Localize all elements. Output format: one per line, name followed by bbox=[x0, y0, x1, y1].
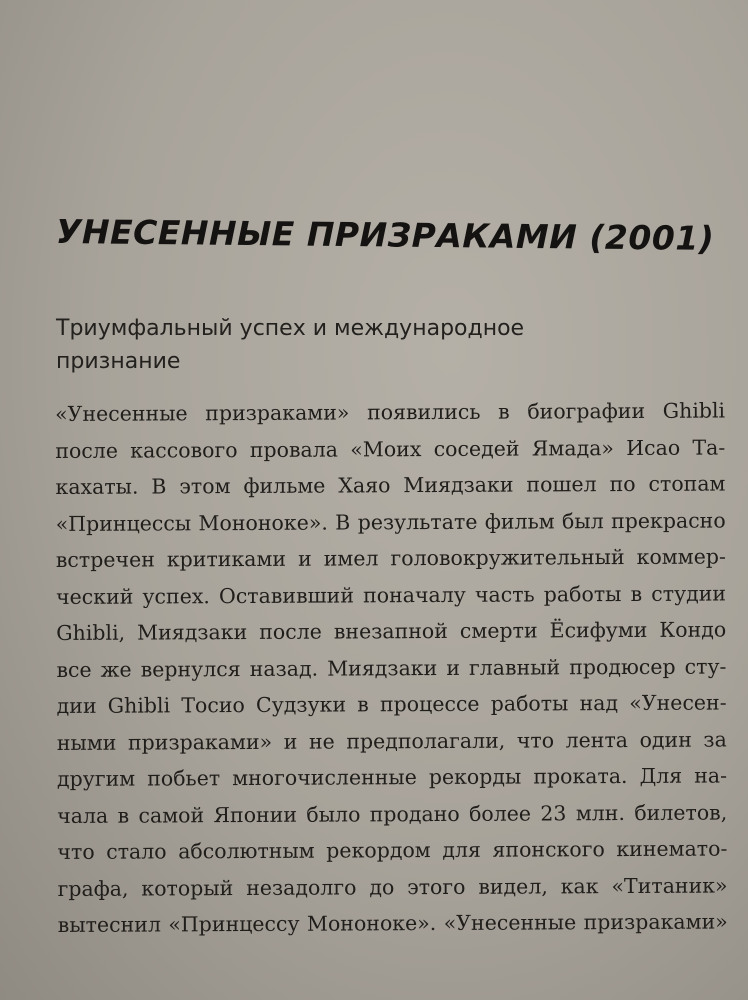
body-line: все же вернулся назад. Миядзаки и главный продюсер сту- bbox=[56, 653, 727, 682]
section-subtitle bbox=[56, 312, 616, 378]
body-line: Ghibli, Миядзаки после внезапной смерти Ёсифуми Кондо bbox=[56, 617, 727, 645]
chapter-title: УНЕСЕННЫЕ ПРИЗРАКАМИ (2001) bbox=[55, 212, 715, 258]
body-line: графа, который незадолго до этого видел, как «Титаник» bbox=[57, 872, 728, 901]
body-text bbox=[55, 392, 728, 943]
subtitle-line: Триумфальный успех и международное bbox=[56, 316, 525, 341]
body-line: ческий успех. Оставивший поначалу часть работы в студии bbox=[55, 580, 727, 609]
body-line: после кассового провала «Моих соседей Ямада» Исао Та- bbox=[55, 434, 726, 463]
subtitle-line: признание bbox=[56, 349, 181, 374]
body-line: чала в самой Японии было продано более 23 млн. билетов, bbox=[57, 799, 728, 828]
body-line: вытеснил «Принцессу Мононоке». «Унесенные призраками» bbox=[57, 909, 728, 937]
body-line: кахаты. В этом фильме Хаяо Миядзаки пошел по стопам bbox=[55, 471, 726, 499]
body-line: что стало абсолютным рекордом для японского кинемато- bbox=[57, 836, 728, 864]
body-line: ными призраками» и не предполагали, что лента один за bbox=[56, 726, 727, 755]
body-line: «Принцессы Мононоке». В результате фильм был прекрасно bbox=[55, 507, 726, 536]
body-line: дии Ghibli Тосио Судзуки в процессе работы над «Унесен- bbox=[56, 690, 727, 718]
body-line: встречен критиками и имел головокружительный коммер- bbox=[55, 544, 726, 572]
body-line: другим побьет многочисленные рекорды проката. Для на- bbox=[56, 763, 728, 791]
body-line: «Унесенные призраками» появились в биографии Ghibli bbox=[55, 398, 726, 426]
